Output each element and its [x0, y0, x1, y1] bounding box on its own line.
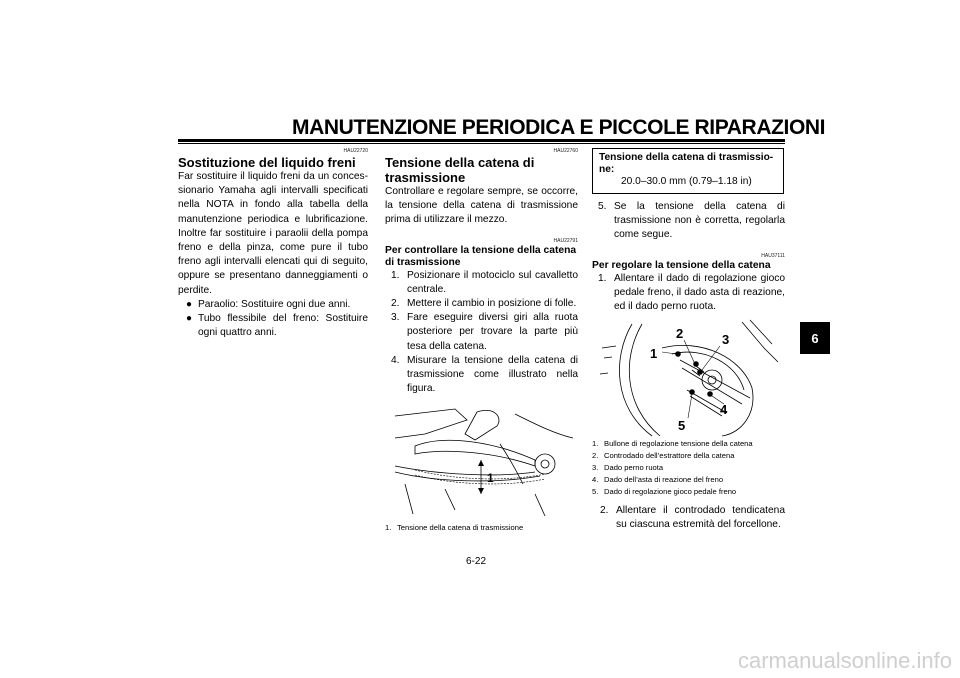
caption-item — [592, 474, 785, 486]
step-text: Posizionare il motociclo sul cavalletto centrale. — [407, 269, 578, 295]
step-number: 4. — [391, 354, 400, 366]
spec-box — [592, 148, 784, 194]
step-text: Mettere il cambio in posizione di folle. — [407, 298, 577, 310]
step-item — [391, 354, 578, 397]
section-code: HAU22720 — [343, 148, 368, 154]
spec-value: 20.0–30.0 mm (0.79–1.18 in) — [621, 176, 752, 187]
watermark: carmanualsonline.info — [737, 648, 952, 673]
wheel-axle-illustration — [592, 318, 782, 438]
section-title: Sostituzione del liquido freni — [178, 155, 356, 170]
step-text: Se la tensione della catena di trasmissione non è corretta, regolarla come segue. — [614, 201, 785, 241]
figure-label: 1 — [650, 346, 658, 362]
page-number: 6-22 — [466, 556, 487, 567]
step-item — [391, 297, 578, 311]
subsection-code: HAU37111 — [761, 252, 785, 259]
chain-slack-illustration — [385, 404, 575, 522]
step-number: 3. — [391, 312, 400, 324]
column-chain-tension — [385, 148, 578, 534]
caption-text: Bullone di regolazione tensione della catena — [604, 439, 753, 449]
caption-number: 1. — [592, 439, 599, 449]
header-rule-thin — [178, 143, 785, 144]
caption-text: Controdado dell’estrattore della catena — [604, 451, 735, 461]
subsection-title: Per regolare la tensione della catena — [592, 259, 771, 271]
step-text: Fare eseguire diversi giri alla ruota posteriore per trovare la parte più tesa della catena. — [407, 312, 578, 352]
caption-item — [385, 522, 578, 534]
step-item — [598, 200, 785, 243]
figure-label: 3 — [722, 332, 730, 348]
figure-caption — [592, 438, 785, 498]
caption-text: Dado dell’asta di reazione del freno — [604, 475, 724, 485]
step-number: 1. — [598, 272, 607, 284]
subsection-code: HAU22791 — [553, 237, 578, 244]
header-rule-thick — [178, 139, 785, 142]
caption-text: Dado di regolazione gioco pedale freno — [604, 487, 737, 497]
column-brake-fluid — [178, 148, 368, 340]
step-text: Misurare la tensione della catena di trasmissione come illustrato nella figura. — [407, 354, 578, 395]
caption-item — [592, 462, 785, 474]
caption-number: 3. — [592, 463, 599, 473]
chapter-tab-label: 6 — [811, 330, 819, 346]
bullet-icon: ● — [186, 298, 193, 310]
figure-label: 4 — [720, 402, 728, 418]
bullet-text: Paraolio: Sostituire ogni due anni. — [198, 298, 351, 310]
section-body: Controllare e regolare sempre, se occorre, la tensione della catena di trasmissione prima di utilizzare il mezzo. — [385, 186, 578, 226]
caption-item — [592, 486, 785, 498]
step-item — [600, 504, 785, 532]
section-title: Tensione della catena di trasmissione — [385, 155, 535, 185]
caption-item — [592, 438, 785, 450]
bullet-icon: ● — [186, 313, 193, 325]
chapter-tab[interactable] — [800, 322, 830, 354]
column-chain-adjust — [592, 148, 785, 533]
step-text: Allentare il controdado tendicatena su ciascuna estremità del forcellone. — [616, 505, 785, 531]
page-header-title: MANUTENZIONE PERIODICA E PICCOLE RIPARAZIONI — [292, 116, 826, 139]
figure-label: 5 — [678, 418, 686, 434]
caption-text: Tensione della catena di trasmissione — [397, 523, 524, 533]
step-item — [391, 311, 578, 354]
step-number: 5. — [598, 201, 607, 212]
step-text: Allentare il dado di regolazione gioco pedale freno, il dado asta di reazione, ed il dado perno ruota. — [614, 272, 785, 313]
caption-number: 5. — [592, 487, 599, 497]
step-number: 2. — [391, 298, 400, 310]
caption-item — [592, 450, 785, 462]
figure-label: 2 — [676, 326, 684, 342]
bullet-text: Tubo flessibile del freno: Sostituire ogni quattro anni. — [198, 313, 368, 339]
step-item — [598, 272, 785, 315]
section-code: HAU22760 — [553, 148, 578, 154]
caption-number: 2. — [592, 451, 599, 461]
caption-number: 4. — [592, 475, 599, 485]
spec-title: Tensione della catena di trasmissione: — [599, 152, 774, 175]
step-item — [391, 269, 578, 297]
figure-label: 1 — [487, 471, 494, 486]
step-number: 2. — [600, 505, 609, 517]
section-body: Far sostituire il liquido freni da un concessionario Yamaha agli intervalli specificati nella NOTA in fondo alla tabella della manutenzione periodica e lubrificazione. Inoltre far sostituire i paraolii della pompa freno e della pinza, come pure il tubo freno agli intervalli elencati qui di seguito, oppure se presentano danneggiamenti o perdite. — [178, 171, 368, 296]
bullet-item — [186, 312, 368, 340]
caption-number: 1. — [385, 523, 392, 533]
step-number: 1. — [391, 269, 400, 281]
caption-text: Dado perno ruota — [604, 463, 664, 473]
bullet-item — [186, 298, 368, 312]
figure-caption — [385, 522, 578, 534]
subsection-title: Per controllare la tensione della catena di trasmissione — [385, 244, 577, 268]
